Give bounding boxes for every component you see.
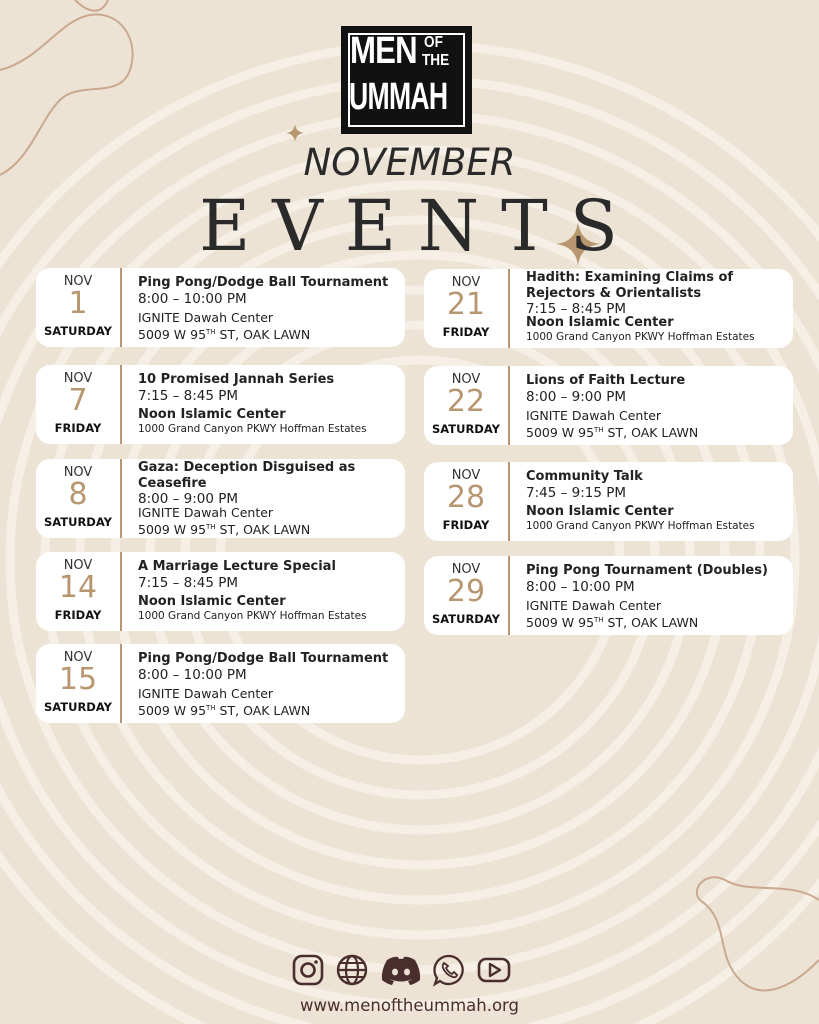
address-street: 5009 W 95 bbox=[138, 327, 207, 343]
event-title: Ping Pong Tournament (Doubles) bbox=[526, 563, 768, 578]
event-card bbox=[36, 644, 405, 723]
address-suffix: TH bbox=[594, 616, 604, 624]
logo-text-the: THE bbox=[422, 52, 450, 69]
youtube-icon[interactable] bbox=[477, 953, 511, 987]
card-divider bbox=[508, 462, 510, 541]
event-title: Gaza: Deception Disguised as Ceasefire bbox=[138, 460, 356, 491]
card-divider bbox=[120, 552, 122, 631]
event-time: 7:15 – 8:45 PM bbox=[526, 301, 627, 317]
event-date bbox=[424, 269, 508, 348]
globe-icon[interactable] bbox=[335, 953, 369, 987]
event-title: 10 Promised Jannah Series bbox=[138, 372, 335, 387]
event-card bbox=[424, 366, 793, 445]
event-venue: IGNITE Dawah Center bbox=[526, 598, 662, 613]
event-card bbox=[424, 269, 793, 348]
event-title: Community Talk bbox=[526, 469, 643, 484]
event-address bbox=[138, 325, 399, 342]
event-month: NOV bbox=[63, 558, 93, 573]
event-title: Hadith: Examining Claims of Rejectors & Orientalists bbox=[526, 270, 734, 301]
event-date bbox=[36, 459, 120, 538]
address-city: ST, OAK LAWN bbox=[215, 522, 311, 538]
event-address bbox=[526, 613, 787, 630]
event-time: 8:00 – 10:00 PM bbox=[138, 291, 247, 307]
event-day: 1 bbox=[68, 286, 88, 321]
event-address: 1000 Grand Canyon PKWY Hoffman Estates bbox=[138, 610, 367, 622]
event-weekday: FRIDAY bbox=[54, 421, 102, 435]
event-info bbox=[138, 275, 399, 342]
logo-text-of: OF bbox=[424, 34, 443, 51]
card-divider bbox=[120, 365, 122, 444]
event-weekday: FRIDAY bbox=[442, 518, 490, 532]
event-info bbox=[526, 373, 787, 440]
discord-icon[interactable] bbox=[379, 953, 423, 987]
sparkle-icon bbox=[286, 124, 304, 142]
event-weekday: SATURDAY bbox=[431, 612, 500, 626]
event-card bbox=[424, 462, 793, 541]
event-date bbox=[424, 556, 508, 635]
address-street: 5009 W 95 bbox=[526, 425, 595, 441]
address-city: ST, OAK LAWN bbox=[603, 425, 699, 441]
event-month: NOV bbox=[63, 465, 93, 480]
event-title: Ping Pong/Dodge Ball Tournament bbox=[138, 651, 389, 666]
logo-text-men: MEN bbox=[350, 30, 417, 72]
event-time: 7:15 – 8:45 PM bbox=[138, 388, 239, 404]
event-time: 7:15 – 8:45 PM bbox=[138, 575, 239, 591]
men-of-the-ummah-logo bbox=[341, 26, 472, 134]
event-card bbox=[36, 459, 405, 538]
event-date bbox=[424, 366, 508, 445]
website-link[interactable]: www.menoftheummah.org bbox=[299, 996, 520, 1015]
address-street: 5009 W 95 bbox=[138, 703, 207, 719]
event-venue: IGNITE Dawah Center bbox=[138, 686, 274, 701]
card-divider bbox=[508, 556, 510, 635]
event-month: NOV bbox=[63, 371, 93, 386]
event-card bbox=[36, 552, 405, 631]
event-venue: Noon Islamic Center bbox=[138, 594, 286, 609]
event-weekday: SATURDAY bbox=[43, 324, 112, 338]
event-info bbox=[138, 651, 399, 718]
address-suffix: TH bbox=[206, 523, 216, 531]
card-divider bbox=[508, 366, 510, 445]
event-date bbox=[36, 552, 120, 631]
event-address: 1000 Grand Canyon PKWY Hoffman Estates bbox=[526, 520, 755, 532]
address-street: 5009 W 95 bbox=[526, 615, 595, 631]
event-day: 29 bbox=[446, 574, 486, 609]
event-info bbox=[138, 372, 399, 437]
address-street: 5009 W 95 bbox=[138, 522, 207, 538]
event-info bbox=[526, 563, 787, 630]
instagram-icon[interactable] bbox=[291, 953, 325, 987]
event-title: Lions of Faith Lecture bbox=[526, 373, 686, 388]
card-divider bbox=[508, 269, 510, 348]
address-suffix: TH bbox=[206, 704, 216, 712]
event-venue: IGNITE Dawah Center bbox=[526, 408, 662, 423]
event-date bbox=[424, 462, 508, 541]
event-month: NOV bbox=[63, 650, 93, 665]
month-heading: NOVEMBER bbox=[303, 141, 516, 184]
card-divider bbox=[120, 644, 122, 723]
event-time: 8:00 – 9:00 PM bbox=[138, 491, 239, 507]
event-address bbox=[526, 423, 787, 440]
event-time: 8:00 – 10:00 PM bbox=[526, 579, 635, 595]
event-card bbox=[36, 268, 405, 347]
event-venue: IGNITE Dawah Center bbox=[138, 310, 274, 325]
event-venue: IGNITE Dawah Center bbox=[138, 505, 274, 520]
event-venue: Noon Islamic Center bbox=[138, 407, 286, 422]
event-weekday: FRIDAY bbox=[442, 325, 490, 339]
address-suffix: TH bbox=[594, 426, 604, 434]
events-title: EVENTS bbox=[199, 185, 640, 267]
event-month: NOV bbox=[63, 274, 93, 289]
event-address: 1000 Grand Canyon PKWY Hoffman Estates bbox=[138, 423, 367, 435]
event-time: 8:00 – 10:00 PM bbox=[138, 667, 247, 683]
event-date bbox=[36, 365, 120, 444]
event-day: 14 bbox=[58, 570, 98, 605]
event-info bbox=[138, 460, 399, 537]
event-title: A Marriage Lecture Special bbox=[138, 559, 336, 574]
event-month: NOV bbox=[451, 562, 481, 577]
event-address bbox=[138, 701, 399, 718]
event-date bbox=[36, 268, 120, 347]
card-divider bbox=[120, 459, 122, 538]
event-info bbox=[526, 270, 787, 344]
event-day: 28 bbox=[446, 480, 486, 515]
whatsapp-icon[interactable] bbox=[432, 953, 466, 987]
event-month: NOV bbox=[451, 372, 481, 387]
event-info bbox=[138, 559, 399, 624]
event-time: 7:45 – 9:15 PM bbox=[526, 485, 627, 501]
event-month: NOV bbox=[451, 275, 481, 290]
event-day: 15 bbox=[58, 662, 98, 697]
address-city: ST, OAK LAWN bbox=[215, 703, 311, 719]
event-venue: Noon Islamic Center bbox=[526, 315, 674, 330]
event-info bbox=[526, 469, 787, 534]
event-card bbox=[424, 556, 793, 635]
event-venue: Noon Islamic Center bbox=[526, 504, 674, 519]
event-month: NOV bbox=[451, 468, 481, 483]
event-weekday: FRIDAY bbox=[54, 608, 102, 622]
event-day: 8 bbox=[68, 477, 88, 512]
event-weekday: SATURDAY bbox=[43, 515, 112, 529]
address-city: ST, OAK LAWN bbox=[603, 615, 699, 631]
address-city: ST, OAK LAWN bbox=[215, 327, 311, 343]
event-title: Ping Pong/Dodge Ball Tournament bbox=[138, 275, 389, 290]
event-time: 8:00 – 9:00 PM bbox=[526, 389, 627, 405]
event-address bbox=[138, 520, 399, 537]
address-suffix: TH bbox=[206, 328, 216, 336]
event-day: 22 bbox=[446, 384, 486, 419]
event-weekday: SATURDAY bbox=[431, 422, 500, 436]
card-divider bbox=[120, 268, 122, 347]
logo-text-ummah: UMMAH bbox=[349, 76, 448, 118]
event-address: 1000 Grand Canyon PKWY Hoffman Estates bbox=[526, 331, 755, 343]
event-day: 21 bbox=[446, 287, 486, 322]
event-weekday: SATURDAY bbox=[43, 700, 112, 714]
event-date bbox=[36, 644, 120, 723]
event-day: 7 bbox=[68, 383, 88, 418]
event-card bbox=[36, 365, 405, 444]
